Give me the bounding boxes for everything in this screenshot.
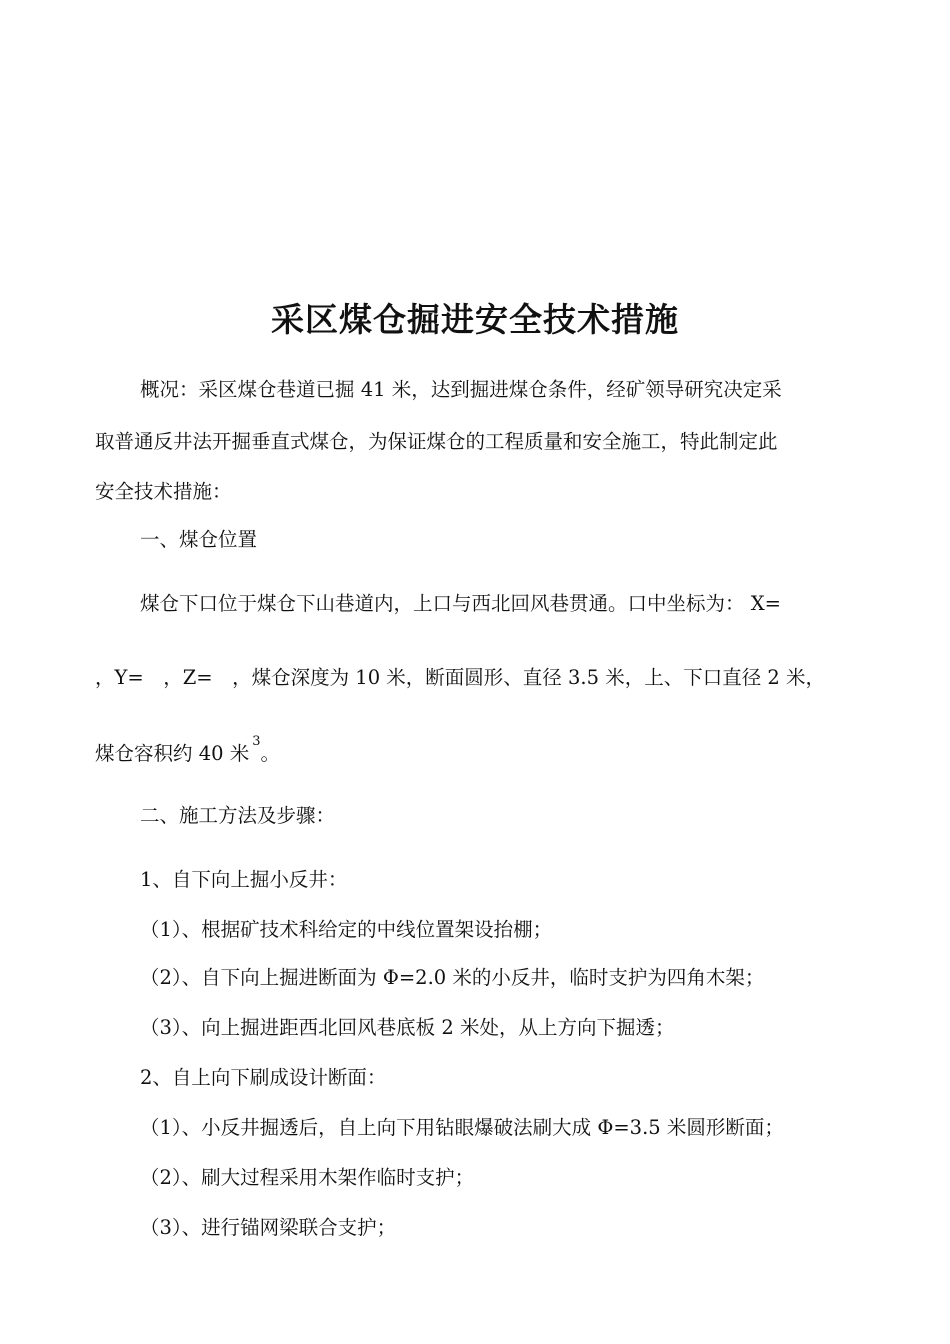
intro-line-3: 安全技术措施： (95, 480, 232, 503)
section1-line-2: ，Y= ，Z= ，煤仓深度为 10 米，断面圆形、直径 3.5 米，上、下口直径 2 米， (95, 666, 826, 689)
step2-item-3: （3）、进行锚网梁联合支护； (140, 1216, 397, 1239)
intro-line-1: 概况：采区煤仓巷道已掘 41 米，达到掘进煤仓条件，经矿领导研究决定采 (140, 378, 782, 401)
intro-line-2: 取普通反井法开掘垂直式煤仓，为保证煤仓的工程质量和安全施工，特此制定此 (95, 430, 778, 453)
volume-end: 。 (260, 742, 281, 765)
step1-item-2: （2）、自下向上掘进断面为 Φ=2.0 米的小反井，临时支护为四角木架； (140, 966, 765, 989)
section1-volume-line (95, 734, 895, 766)
section1-line-1: 煤仓下口位于煤仓下山巷道内，上口与西北回风巷贯通。口中坐标为： X= (140, 592, 781, 615)
document-title: 采区煤仓掘进安全技术措施 (271, 300, 679, 339)
volume-superscript: 3 (252, 734, 261, 749)
step1-item-1: （1）、根据矿技术科给定的中线位置架设抬棚； (140, 918, 553, 941)
step1-item-3: （3）、向上掘进距西北回风巷底板 2 米处，从上方向下掘透； (140, 1016, 675, 1039)
step2-item-2: （2）、刷大过程采用木架作临时支护； (140, 1166, 475, 1189)
section1-heading: 一、煤仓位置 (140, 528, 258, 551)
step1-heading: 1、自下向上掘小反井： (140, 868, 348, 891)
step2-item-1: （1）、小反井掘透后，自上向下用钻眼爆破法刷大成 Φ=3.5 米圆形断面； (140, 1116, 784, 1139)
section2-heading: 二、施工方法及步骤： (140, 804, 336, 827)
volume-text: 煤仓容积约 40 米 (95, 742, 250, 765)
step2-heading: 2、自上向下刷成设计断面： (140, 1066, 387, 1089)
